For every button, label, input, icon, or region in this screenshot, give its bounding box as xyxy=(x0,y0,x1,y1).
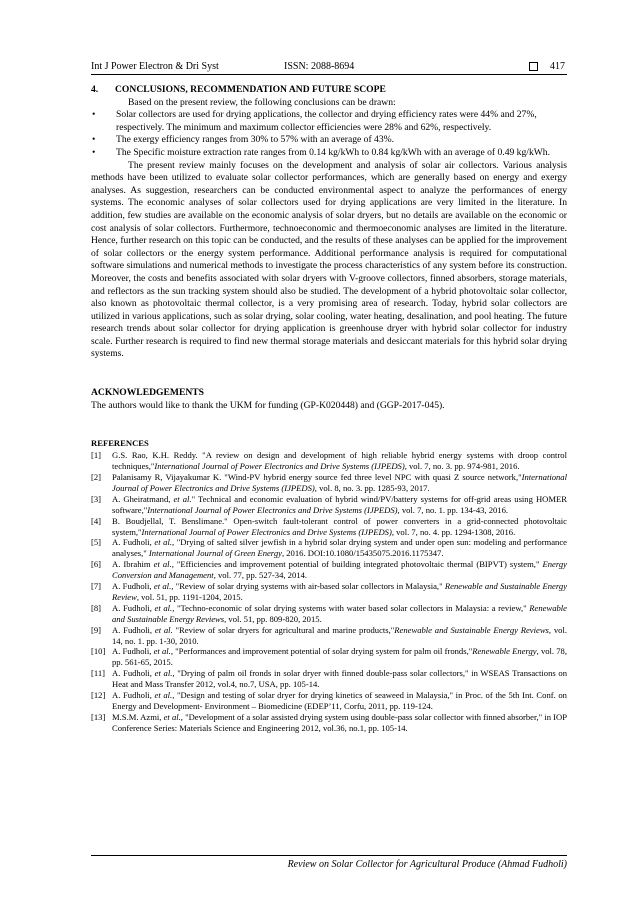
running-footer: Review on Solar Collector for Agricultural Produce (Ahmad Fudholi) xyxy=(91,855,567,870)
reference-authors: Palanisamy R, Vijayakumar K. "Wind-PV hybrid energy source fed three level NPC with quasi Z source network," xyxy=(112,471,522,482)
reference-etal: et al., xyxy=(153,581,174,592)
bullet-text: The Specific moisture extraction rate ranges from 0.14 kg/kWh to 0.84 kg/kWh with an average of 0.49 kg/kWh. xyxy=(116,146,550,158)
reference-number: [9] xyxy=(91,624,102,635)
reference-etal: et al., xyxy=(153,646,173,657)
acknowledgements-heading: ACKNOWLEDGEMENTS xyxy=(91,387,205,399)
page-body xyxy=(91,84,567,734)
list-item xyxy=(91,109,567,134)
reference-title: "Drying of salted silver jewfish in a hybrid solar drying system and under open sun: modeling and performance analyses," xyxy=(112,537,567,559)
reference-authors: A. Fudholi, xyxy=(112,581,154,592)
reference-text xyxy=(112,516,567,538)
reference-item xyxy=(91,668,567,690)
reference-number: [3] xyxy=(91,493,102,504)
reference-details: , vol. 51, pp. 809-820, 2015. xyxy=(224,613,322,624)
body-paragraph: The present review mainly focuses on the development and analysis of solar air collectors. Various analysis methods have been utilized to evaluate solar collector performances, which are generally based on energy and exergy analyses. As suggestion, researchers can be conducted environmental aspect to analyze the performances of energy systems. The economic analyses of solar collectors used for drying applications are very limited in the literature. In addition, few studies are available on the economic analysis of solar dryers, but no details are available on the economic or cost analysis of solar collectors. Furthermore, technoeconomic and thermoeconomic analyses are limited in the literature. Hence, further research on this topic can be conducted, and the results of these analyses can be applied for the improvement of solar collectors or the energy system performance. Additional performance analysis is required for computational software simulations and numerical methods to investigate the process characteristics of any system before its construction. Moreover, the costs and benefits associated with solar dryers with V-groove collectors, finned absorbers, storage materials, and reflectors as the sun tracking system should also be studied. The development of a hybrid photovoltaic solar collector, also known as photovoltaic thermal collector, is a very promising area of research. Today, hybrid solar collectors are utilized in various applications, such as solar drying, solar cooling, water heating, desalination, and pool heating. The future research trends about solar collector for drying application is greenhouse dryer with hybrid solar collector for industry scale. Further research is required to find new thermal storage materials and desiccant materials for this hybrid solar drying systems. xyxy=(91,159,567,360)
reference-text xyxy=(112,712,567,734)
reference-item xyxy=(91,712,567,734)
reference-title: "Techno-economic of solar drying systems with water based solar collectors in Malaysia: a review," xyxy=(174,602,530,613)
reference-number: [6] xyxy=(91,559,102,570)
reference-text xyxy=(112,581,567,603)
references-heading: REFERENCES xyxy=(91,438,149,449)
reference-authors: A. Fudholi, xyxy=(112,690,155,701)
reference-etal: et al., xyxy=(154,537,175,548)
reference-details: , 2016. DOI:10.1080/15435075.2016.1175347. xyxy=(281,548,444,559)
section-intro: Based on the present review, the following conclusions can be drawn: xyxy=(128,96,396,108)
reference-item xyxy=(91,559,567,581)
reference-item xyxy=(91,646,567,668)
reference-item xyxy=(91,581,567,603)
reference-number: [7] xyxy=(91,581,102,592)
reference-authors: A. Fudholi, xyxy=(112,646,154,657)
reference-item xyxy=(91,690,567,712)
reference-text xyxy=(112,603,567,625)
reference-etal: et al. xyxy=(154,690,173,701)
reference-etal: et al. xyxy=(154,668,173,679)
reference-text xyxy=(112,537,567,559)
reference-details: , vol. 78, pp. 561-65, 2015. xyxy=(112,646,567,668)
journal-name: Int J Power Electron & Dri Syst xyxy=(91,61,219,72)
reference-details: , vol. 77, pp. 527-34, 2014. xyxy=(213,570,308,581)
reference-item xyxy=(91,450,567,472)
reference-etal: et al. xyxy=(154,624,173,635)
reference-journal: International Journal of Power Electronics and Drive Systems (IJPEDS) xyxy=(154,461,405,472)
reference-item xyxy=(91,516,567,538)
reference-journal: International Journal of Power Electronics and Drive Systems (IJPEDS) xyxy=(112,471,567,493)
reference-authors: B. Boudjellal, T. Benslimane." Open-switch fault-tolerant control of power converters in a grid-connected photovoltaic system," xyxy=(112,515,567,537)
reference-item xyxy=(91,603,567,625)
reference-number: [8] xyxy=(91,602,102,613)
reference-etal: et al. xyxy=(173,493,192,504)
bullet-icon: • xyxy=(92,109,96,121)
bullet-icon: • xyxy=(92,146,96,158)
reference-number: [5] xyxy=(91,537,102,548)
bullet-text: Solar collectors are used for drying applications, the collector and drying efficiency rates were 44% and 27%, respectively. The minimum and maximum collector efficiencies were 28% and 62%, respectively. xyxy=(116,109,537,133)
reference-number: [10] xyxy=(91,646,106,657)
reference-title: , "Drying of palm oil fronds in solar dryer with finned double-pass solar collectors," in WSEAS Transactions on Heat and Mass Transfer 2012, vol.4, no.7, USA, pp. 105-14. xyxy=(112,668,568,690)
reference-details: , vol. 7, no. 1. pp. 134-43, 2016. xyxy=(397,504,509,515)
reference-etal: et al., xyxy=(153,559,174,570)
reference-item xyxy=(91,494,567,516)
section-number: 4. xyxy=(91,84,99,95)
reference-details: , vol. 7, no. 4. pp. 1294-1308, 2016. xyxy=(391,526,516,537)
references-section xyxy=(91,438,567,733)
reference-item xyxy=(91,537,567,559)
reference-list xyxy=(91,450,567,734)
section-heading xyxy=(91,84,567,97)
reference-item xyxy=(91,625,567,647)
bullet-icon: • xyxy=(92,134,96,146)
reference-details: , vol. 14, no. 1. pp. 1-30, 2010. xyxy=(112,624,567,646)
reference-authors: M.S.M. Azmi, xyxy=(112,711,164,722)
reference-text xyxy=(112,668,567,690)
section-title: CONCLUSIONS, RECOMMENDATION AND FUTURE SCOPE xyxy=(115,84,386,95)
reference-number: [1] xyxy=(91,450,102,461)
reference-text xyxy=(112,494,567,516)
list-item xyxy=(91,134,567,147)
reference-journal: Renewable and Sustainable Energy Review xyxy=(112,581,568,602)
reference-journal: Renewable Energy xyxy=(472,646,537,657)
reference-text xyxy=(112,472,567,494)
reference-etal: et al. xyxy=(163,711,181,722)
reference-number: [13] xyxy=(91,711,106,722)
reference-journal: International Journal of Power Electronics and Drive Systems (IJPEDS) xyxy=(141,526,392,537)
reference-title: "Efficiencies and improvement potential of building integrated photovoltaic thermal (BIPVT) system," xyxy=(173,559,543,570)
reference-number: [2] xyxy=(91,471,102,482)
acknowledgements-text: The authors would like to thank the UKM for funding (GP-K020448) and (GGP-2017-045). xyxy=(91,399,445,411)
reference-title: "Review of solar dryers for agricultural and marine products," xyxy=(172,624,395,635)
reference-details: , vol. 8, no. 3. pp. 1285-93, 2017. xyxy=(314,482,430,493)
reference-authors: A. Gheiratmand, xyxy=(112,493,174,504)
reference-journal: Renewable and Sustainable Energy Reviews xyxy=(112,602,567,624)
reference-authors: A. Fudholi, xyxy=(112,602,155,613)
reference-authors: A. Fudholi, xyxy=(112,668,155,679)
reference-title: , "Design and testing of solar dryer for drying kinetics of seaweed in Malaysia," in Proc. of the 5th Int. Conf. on Energy and Development- Environment – Biomedicine (EDEP’11, Corfu, 2011, pp. 119-124. xyxy=(112,690,567,711)
reference-title: , "Development of a solar assisted drying system using double-pass solar collector with finned absorber," in IOP Conference Series: Materials Science and Engineering 2012, vol.36, no.1, pp. 105-14. xyxy=(112,711,567,733)
reference-item xyxy=(91,472,567,494)
reference-number: [4] xyxy=(91,515,102,526)
reference-title: "Performances and improvement potential of solar drying system for palm oil fronds," xyxy=(172,646,473,657)
page-number: 417 xyxy=(550,61,565,72)
running-header xyxy=(91,60,567,75)
reference-details: , vol. 7, no. 3. pp. 974-981, 2016. xyxy=(404,461,520,472)
reference-title: "Review of solar drying systems with air-based solar collectors in Malaysia," xyxy=(173,581,445,592)
reference-number: [12] xyxy=(91,690,106,701)
reference-authors: A. Ibrahim xyxy=(112,559,154,570)
reference-journal: Energy Conversion and Management xyxy=(112,559,567,581)
bullet-text: The exergy efficiency ranges from 30% to 57% with an average of 43%. xyxy=(116,134,395,146)
reference-authors: A. Fudholi, xyxy=(112,537,155,548)
reference-details: , vol. 51, pp. 1191-1204, 2015. xyxy=(136,591,243,602)
issn: ISSN: 2088-8694 xyxy=(284,61,355,72)
list-item xyxy=(91,147,567,160)
reference-text xyxy=(112,625,567,647)
reference-authors: A. Fudholi, xyxy=(112,624,155,635)
reference-text xyxy=(112,559,567,581)
reference-journal: International Journal of Green Energy xyxy=(148,548,282,559)
reference-journal: Renewable and Sustainable Energy Reviews xyxy=(394,624,549,635)
reference-etal: et al., xyxy=(154,602,175,613)
reference-authors: G.S. Rao, K.H. Reddy. "A review on design and development of high reliable hybrid energy systems with droop control techniques," xyxy=(112,450,567,472)
checkbox-square-icon xyxy=(529,62,538,71)
reference-journal: International Journal of Power Electronics and Drive Systems (IJPEDS) xyxy=(147,504,398,515)
reference-text xyxy=(112,646,567,668)
reference-title: " Technical and economic evaluation of hybrid wind/PV/battery systems for off-grid areas using HOMER software," xyxy=(112,493,567,515)
reference-text xyxy=(112,450,567,472)
reference-number: [11] xyxy=(91,668,105,679)
reference-text xyxy=(112,690,567,712)
